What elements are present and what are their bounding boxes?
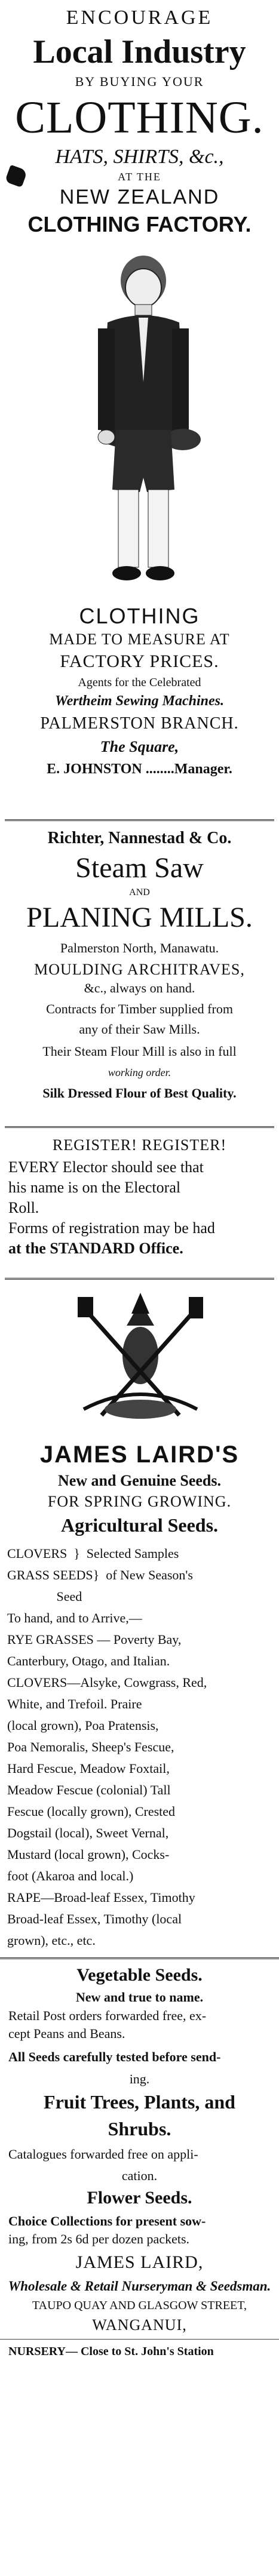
by-buying-text: BY BUYING YOUR: [75, 74, 204, 89]
register-text-5: at the STANDARD Office.: [8, 1240, 183, 1257]
section-rule: [5, 1278, 274, 1280]
seed-line: Mustard (local grown), Cocks-: [7, 1847, 170, 1862]
seed-line: Dogstail (local), Sweet Vernal,: [7, 1825, 169, 1840]
address-text: TAUPO QUAY AND GLASGOW STREET,: [32, 2299, 247, 2312]
vegetable-text-3: cept Peans and Beans.: [8, 2026, 125, 2041]
at-the-text: AT THE: [118, 171, 161, 183]
saw-mill-advertisement: [0, 826, 279, 1107]
planing-mills-heading: PLANING MILLS.: [26, 902, 253, 933]
all-seeds-text: All Seeds carefully tested before send-: [8, 2049, 221, 2064]
flour-text-3: Silk Dressed Flour of Best Quality.: [42, 1086, 237, 1101]
seed-line: RAPE—Broad-leaf Essex, Timothy: [7, 1890, 195, 1905]
register-text-4: Forms of registration may be had: [8, 1219, 215, 1237]
shrubs-heading: Shrubs.: [108, 2118, 171, 2140]
vegetable-heading: Vegetable Seeds.: [76, 1965, 203, 1985]
seeds-list: [0, 1543, 279, 1951]
choice-text-2: ing, from 2s 6d per dozen packets.: [8, 2231, 190, 2246]
catalogues-text-1: Catalogues forwarded free on appli-: [8, 2147, 198, 2162]
seed-line: RYE GRASSES — Poverty Bay,: [7, 1632, 182, 1647]
firm-name: Richter, Nannestad & Co.: [47, 829, 232, 847]
register-advertisement: [0, 1133, 279, 1259]
made-to-measure-text: MADE TO MEASURE AT: [49, 631, 230, 648]
seed-line: Meadow Fescue (colonial) Tall: [7, 1782, 171, 1797]
seed-line: Poa Nemoralis, Sheep's Fescue,: [7, 1739, 174, 1754]
clothing-heading: CLOTHING.: [15, 93, 264, 143]
seed-line: Fescue (locally grown), Crested: [7, 1804, 176, 1819]
seed-line: Hard Fescue, Meadow Foxtail,: [7, 1761, 170, 1776]
seed-line: Seed: [7, 1589, 82, 1604]
seed-line: Canterbury, Otago, and Italian.: [7, 1653, 170, 1668]
factory-prices-text: FACTORY PRICES.: [60, 651, 219, 671]
choice-text-1: Choice Collections for present sow-: [8, 2214, 206, 2228]
agricultural-heading: Agricultural Seeds.: [60, 1514, 219, 1536]
register-text-3: Roll.: [8, 1199, 39, 1216]
clothing-advertisement: [0, 5, 279, 239]
flour-text-1: Their Steam Flour Mill is also in full: [42, 1044, 237, 1059]
register-heading: REGISTER! REGISTER!: [52, 1136, 227, 1154]
register-text-1: EVERY Elector should see that: [8, 1158, 204, 1176]
seed-line: CLOVERS—Alsyke, Cowgrass, Red,: [7, 1675, 207, 1690]
flour-text-2: working order.: [108, 1066, 171, 1078]
hats-shirts-text: HATS, SHIRTS, &c.,: [55, 146, 224, 168]
the-square-text: The Square,: [100, 738, 179, 755]
seed-line: White, and Trefoil. Praire: [7, 1696, 142, 1711]
vegetable-section: [0, 1957, 279, 2363]
and-text: AND: [129, 887, 150, 897]
clothing-factory-heading: CLOTHING FACTORY.: [27, 212, 252, 236]
manager-text: E. JOHNSTON ........Manager.: [47, 761, 232, 777]
steam-saw-heading: Steam Saw: [75, 852, 204, 884]
vegetable-text-2: Retail Post orders forwarded free, ex-: [8, 2008, 207, 2023]
register-text-2: his name is on the Electoral: [8, 1179, 181, 1196]
section-rule: [5, 819, 274, 821]
mill-location: Palmerston North, Manawatu.: [60, 940, 219, 955]
garden-tools-illustration: [72, 1290, 209, 1427]
clothing-subheading: CLOTHING: [79, 604, 200, 628]
contracts-text-2: any of their Saw Mills.: [79, 1022, 200, 1037]
fruit-trees-heading: Fruit Trees, Plants, and: [44, 2091, 235, 2113]
encourage-heading: ENCOURAGE: [66, 7, 213, 29]
laird-heading: JAMES LAIRD'S: [39, 1441, 240, 1468]
clothing-details: [0, 603, 279, 781]
seed-line: GRASS SEEDS} of New Season's: [7, 1567, 193, 1582]
new-zealand-text: NEW ZEALAND: [59, 186, 220, 208]
wholesale-text: Wholesale & Retail Nurseryman & Seedsman.: [8, 2279, 271, 2294]
local-industry-heading: Local Industry: [33, 33, 246, 70]
mouldings-text: MOULDING ARCHITRAVES,: [34, 961, 245, 978]
section-rule: [5, 1126, 274, 1128]
seed-line: (local grown), Poa Pratensis,: [7, 1718, 159, 1733]
boy-illustration: [84, 251, 203, 585]
ing-text: ing.: [129, 2071, 150, 2086]
seed-line: grown), etc., etc.: [7, 1933, 96, 1948]
new-genuine-text: New and Genuine Seeds.: [57, 1472, 222, 1489]
always-on-hand-text: &c., always on hand.: [84, 980, 195, 995]
nursery-text: NURSERY— Close to St. John's Station: [8, 2345, 214, 2358]
agents-text: Agents for the Celebrated: [78, 676, 201, 689]
laird-signature: JAMES LAIRD,: [75, 2252, 204, 2272]
seed-line: To hand, and to Arrive,—: [7, 1610, 142, 1625]
seeds-advertisement-header: [0, 1439, 279, 1538]
section-rule: [0, 1957, 279, 1959]
contracts-text-1: Contracts for Timber supplied from: [46, 1001, 233, 1016]
seed-line: foot (Akaroa and local.): [7, 1868, 134, 1883]
spring-growing-text: FOR SPRING GROWING.: [47, 1493, 232, 1510]
seed-line: CLOVERS } Selected Samples: [7, 1546, 179, 1561]
palmerston-branch-text: PALMERSTON BRANCH.: [40, 714, 239, 733]
flower-heading: Flower Seeds.: [87, 2188, 192, 2208]
town-text: WANGANUI,: [92, 2316, 187, 2334]
divider: [0, 2339, 279, 2340]
vegetable-text-1: New and true to name.: [75, 1990, 204, 2005]
seed-line: Broad-leaf Essex, Timothy (local: [7, 1911, 182, 1926]
wertheim-text: Wertheim Sewing Machines.: [55, 693, 224, 709]
catalogues-text-2: cation.: [121, 2168, 158, 2183]
